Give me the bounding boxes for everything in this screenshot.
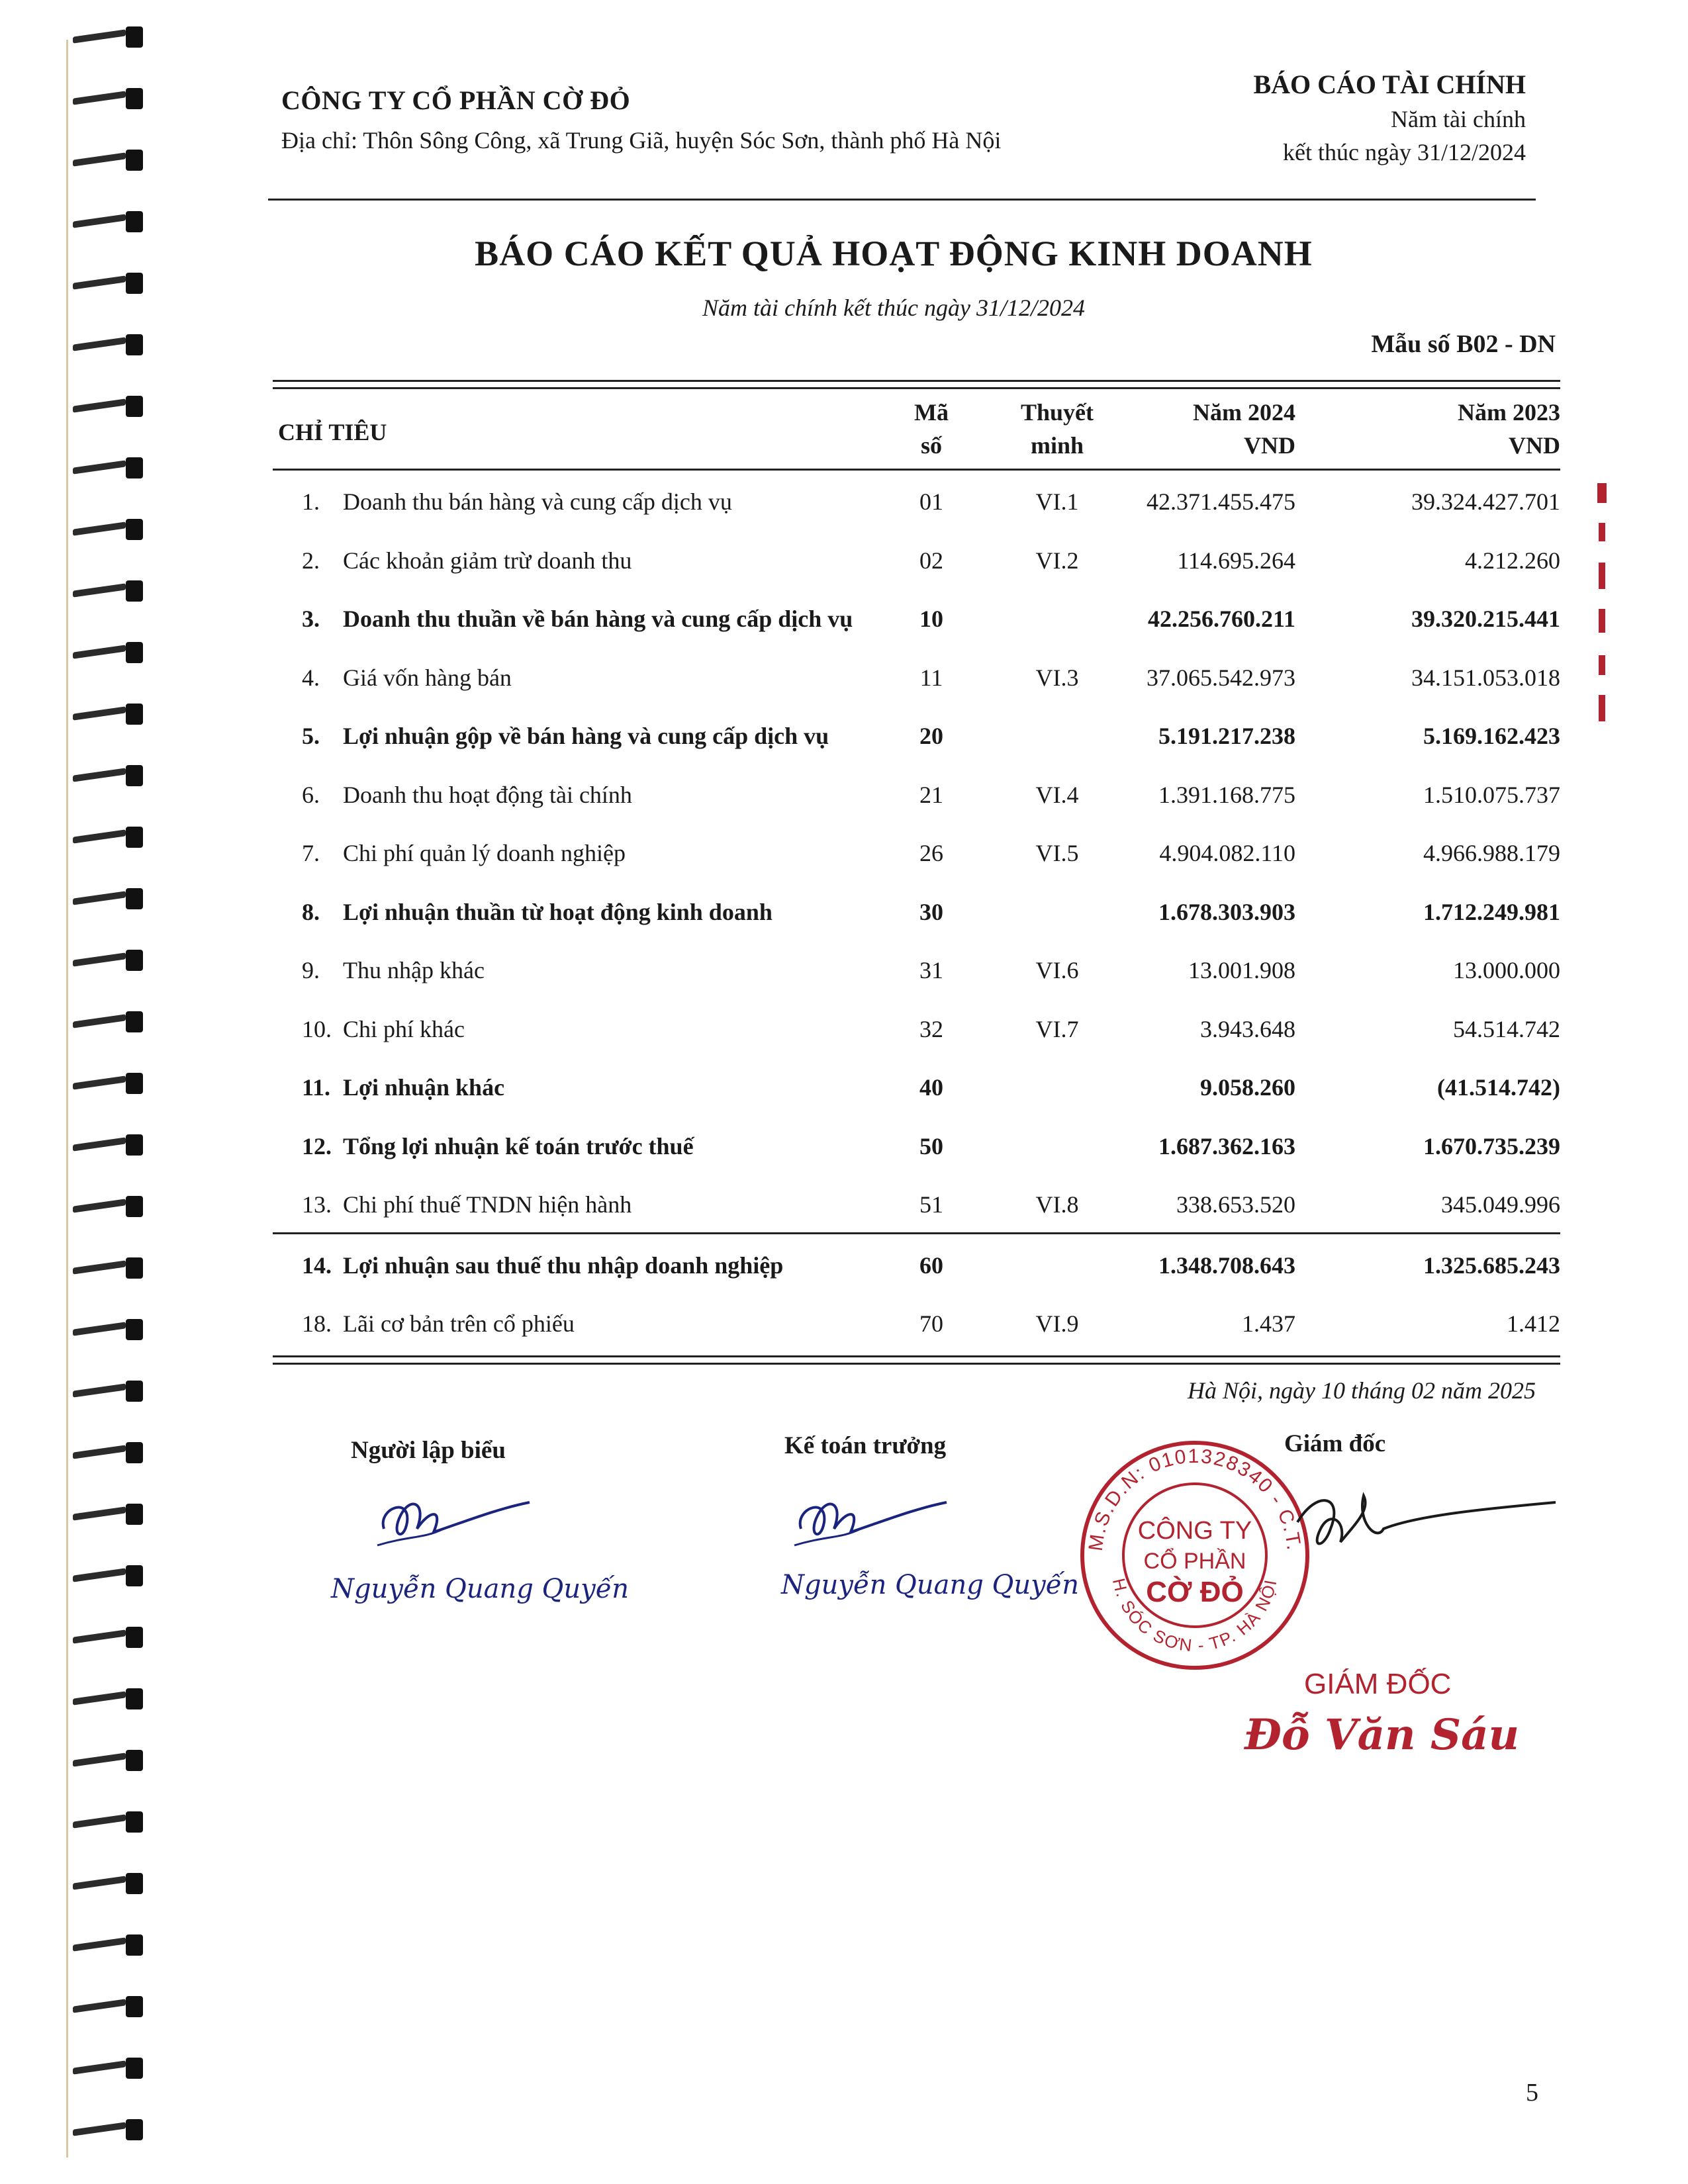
value-2024: 1.348.708.643 — [1158, 1251, 1295, 1279]
row-code: 21 — [919, 781, 943, 808]
row-code: 26 — [919, 840, 943, 866]
seal-line-2: CỔ PHẦN — [1143, 1549, 1246, 1574]
binding-ring — [73, 457, 146, 477]
row-note: VI.6 — [1035, 957, 1079, 983]
binding-ring — [73, 1504, 146, 1524]
binding-ring — [73, 580, 146, 600]
value-2023: 1.510.075.737 — [1423, 781, 1560, 808]
value-2023: 5.169.162.423 — [1423, 723, 1560, 749]
director-title: Giám đốc — [1284, 1430, 1386, 1457]
binding-ring — [73, 704, 146, 723]
binding-ring — [73, 1381, 146, 1400]
row-label: Chi phí khác — [343, 1015, 465, 1042]
row-code: 50 — [919, 1132, 943, 1160]
company-seal — [1076, 1436, 1314, 1674]
form-code: Mẫu số B02 - DN — [1371, 330, 1556, 358]
accountant-signature — [788, 1482, 960, 1555]
row-number: 14. — [302, 1251, 332, 1279]
value-2023: 39.320.215.441 — [1411, 606, 1560, 632]
value-2024: 9.058.260 — [1200, 1074, 1295, 1101]
value-2024: 5.191.217.238 — [1158, 723, 1295, 749]
header-code-2: số — [920, 432, 942, 459]
period-line-1: Năm tài chính — [1391, 106, 1526, 132]
page-number: 5 — [1526, 2079, 1538, 2107]
value-2023: 4.212.260 — [1465, 547, 1560, 574]
income-statement-table — [273, 380, 1560, 1365]
row-number: 13. — [302, 1191, 332, 1218]
page-edge — [66, 40, 68, 2158]
row-number: 8. — [302, 898, 320, 925]
binding-ring — [73, 1073, 146, 1093]
row-number: 18. — [302, 1310, 332, 1337]
row-number: 2. — [302, 547, 320, 574]
row-number: 4. — [302, 664, 320, 691]
row-number: 6. — [302, 781, 320, 808]
row-code: 10 — [919, 606, 943, 632]
table-row — [273, 1293, 1560, 1351]
binding-ring — [73, 1688, 146, 1708]
value-2024: 3.943.648 — [1200, 1015, 1295, 1042]
header-2024-2: VND — [1244, 432, 1295, 459]
value-2024: 42.371.455.475 — [1147, 488, 1295, 515]
signing-date: Hà Nội, ngày 10 tháng 02 năm 2025 — [1188, 1377, 1536, 1404]
value-2023: 39.324.427.701 — [1411, 488, 1560, 515]
binding-ring — [73, 519, 146, 539]
binding-ring — [73, 642, 146, 662]
table-row — [273, 998, 1560, 1057]
table-row — [273, 647, 1560, 705]
row-code: 40 — [919, 1074, 943, 1101]
binding-ring — [73, 1811, 146, 1831]
row-number: 5. — [302, 723, 320, 749]
row-code: 32 — [919, 1015, 943, 1042]
binding-ring — [73, 1319, 146, 1339]
header-item: CHỈ TIÊU — [278, 419, 387, 445]
binding-ring — [73, 950, 146, 970]
table-row — [273, 1173, 1560, 1232]
value-2023: 1.412 — [1507, 1310, 1560, 1337]
value-2023: 34.151.053.018 — [1411, 664, 1560, 691]
binding-ring — [73, 1196, 146, 1216]
report-title: BÁO CÁO KẾT QUẢ HOẠT ĐỘNG KINH DOANH — [475, 234, 1313, 273]
table-row — [273, 471, 1560, 529]
row-note: VI.5 — [1035, 840, 1079, 866]
table-top-rule — [273, 380, 1560, 389]
binding-ring — [73, 1257, 146, 1277]
row-code: 31 — [919, 957, 943, 983]
row-note: VI.7 — [1035, 1015, 1079, 1042]
binding-ring — [73, 765, 146, 785]
row-label: Tổng lợi nhuận kế toán trước thuế — [343, 1132, 694, 1160]
table-header — [273, 389, 1560, 469]
value-2024: 1.678.303.903 — [1158, 898, 1295, 925]
value-2023: 1.712.249.981 — [1423, 898, 1560, 925]
table-row — [273, 939, 1560, 998]
value-2024: 1.437 — [1242, 1310, 1295, 1337]
preparer-name: Nguyễn Quang Quyến — [331, 1574, 630, 1604]
binding-ring — [73, 1873, 146, 1893]
value-2023: 4.966.988.179 — [1423, 840, 1560, 866]
row-code: 11 — [919, 664, 943, 691]
binding-ring — [73, 1750, 146, 1770]
row-label: Chi phí quản lý doanh nghiệp — [343, 840, 626, 866]
header-divider — [268, 199, 1536, 201]
header-2023-2: VND — [1509, 432, 1560, 459]
row-note: VI.3 — [1035, 664, 1079, 691]
row-label: Giá vốn hàng bán — [343, 664, 512, 691]
seal-tax-code: M.S.D.N: 0101328340 - C.T. — [1084, 1445, 1305, 1553]
row-note: VI.4 — [1035, 781, 1079, 808]
spiral-binding — [0, 0, 159, 2184]
company-header — [281, 85, 1001, 154]
binding-ring — [73, 888, 146, 908]
row-code: 60 — [919, 1251, 943, 1279]
binding-ring — [73, 827, 146, 846]
row-label: Lợi nhuận thuần từ hoạt động kinh doanh — [343, 898, 773, 925]
row-code: 51 — [919, 1191, 943, 1218]
header-note-2: minh — [1030, 432, 1084, 459]
row-label: Thu nhập khác — [343, 957, 485, 983]
director-caption: GIÁM ĐỐC — [1304, 1668, 1452, 1700]
seal-location: H. SÓC SƠN - TP. HÀ NỘI — [1108, 1576, 1281, 1656]
binding-ring — [73, 1134, 146, 1154]
row-note: VI.9 — [1035, 1310, 1079, 1337]
row-code: 30 — [919, 898, 943, 925]
director-signature — [1284, 1482, 1562, 1588]
row-number: 9. — [302, 957, 320, 983]
accountant-name: Nguyễn Quang Quyến — [781, 1570, 1080, 1600]
binding-ring — [73, 1011, 146, 1031]
value-2024: 13.001.908 — [1188, 957, 1295, 983]
binding-ring — [73, 1442, 146, 1462]
row-label: Lợi nhuận khác — [343, 1074, 505, 1101]
seal-line-3: CỜ ĐỎ — [1146, 1576, 1244, 1608]
table-row — [273, 588, 1560, 647]
report-header — [1253, 69, 1526, 166]
value-2023: 13.000.000 — [1453, 957, 1560, 983]
report-label: BÁO CÁO TÀI CHÍNH — [1253, 69, 1526, 99]
binding-ring — [73, 1565, 146, 1585]
preparer-title: Người lập biểu — [351, 1437, 506, 1464]
table-row — [273, 705, 1560, 764]
table-bottom-rule — [273, 1355, 1560, 1365]
value-2024: 1.391.168.775 — [1158, 781, 1295, 808]
value-2024: 37.065.542.973 — [1147, 664, 1295, 691]
value-2023: 1.325.685.243 — [1423, 1251, 1560, 1279]
row-note: VI.1 — [1035, 488, 1079, 515]
period-line-2: kết thúc ngày 31/12/2024 — [1283, 139, 1526, 165]
company-name: CÔNG TY CỔ PHẦN CỜ ĐỎ — [281, 85, 631, 115]
row-note: VI.8 — [1035, 1191, 1079, 1218]
header-note-1: Thuyết — [1020, 399, 1094, 426]
row-number: 7. — [302, 840, 320, 866]
value-2023: 345.049.996 — [1441, 1191, 1560, 1218]
row-number: 3. — [302, 606, 320, 632]
row-note: VI.2 — [1035, 547, 1079, 574]
binding-ring — [73, 2058, 146, 2077]
table-row — [273, 529, 1560, 588]
value-2023: 1.670.735.239 — [1423, 1132, 1560, 1160]
binding-ring — [73, 1627, 146, 1647]
binding-ring — [73, 150, 146, 169]
company-address: Địa chỉ: Thôn Sông Công, xã Trung Giã, huyện Sóc Sơn, thành phố Hà Nội — [281, 127, 1002, 154]
row-label: Lãi cơ bản trên cổ phiếu — [343, 1310, 575, 1337]
row-number: 11. — [302, 1074, 331, 1101]
preparer-signature — [371, 1482, 543, 1555]
header-2023-1: Năm 2023 — [1458, 399, 1560, 426]
table-row — [273, 881, 1560, 940]
table-row — [273, 764, 1560, 823]
table-row — [273, 1234, 1560, 1293]
row-code: 20 — [919, 723, 943, 749]
binding-ring — [73, 211, 146, 231]
table-row — [273, 1056, 1560, 1115]
binding-ring — [73, 1996, 146, 2016]
accountant-title: Kế toán trưởng — [784, 1432, 947, 1459]
row-number: 1. — [302, 488, 320, 515]
value-2023: 54.514.742 — [1453, 1015, 1560, 1042]
row-label: Lợi nhuận gộp về bán hàng và cung cấp dịch vụ — [343, 723, 829, 749]
value-2024: 338.653.520 — [1176, 1191, 1295, 1218]
value-2023: (41.514.742) — [1437, 1074, 1560, 1101]
row-code: 70 — [919, 1310, 943, 1337]
value-2024: 4.904.082.110 — [1159, 840, 1295, 866]
row-label: Doanh thu bán hàng và cung cấp dịch vụ — [343, 488, 732, 515]
seal-edge-mark — [1592, 483, 1612, 735]
row-number: 12. — [302, 1132, 332, 1160]
binding-ring — [73, 396, 146, 416]
binding-ring — [73, 88, 146, 108]
value-2024: 1.687.362.163 — [1158, 1132, 1295, 1160]
binding-ring — [73, 273, 146, 293]
table-row — [273, 1115, 1560, 1174]
value-2024: 114.695.264 — [1177, 547, 1295, 574]
row-code: 01 — [919, 488, 943, 515]
row-label: Doanh thu thuần về bán hàng và cung cấp dịch vụ — [343, 606, 853, 632]
binding-ring — [73, 26, 146, 46]
report-subtitle: Năm tài chính kết thúc ngày 31/12/2024 — [702, 295, 1085, 321]
binding-ring — [73, 2119, 146, 2139]
header-2024-1: Năm 2024 — [1193, 399, 1295, 426]
row-number: 10. — [302, 1015, 332, 1042]
table-row — [273, 822, 1560, 881]
header-code-1: Mã — [914, 399, 949, 426]
director-name: Đỗ Văn Sáu — [1244, 1710, 1520, 1760]
row-code: 02 — [919, 547, 943, 574]
table-body — [273, 471, 1560, 1351]
seal-line-1: CÔNG TY — [1137, 1517, 1252, 1545]
row-label: Chi phí thuế TNDN hiện hành — [343, 1191, 632, 1218]
binding-ring — [73, 1934, 146, 1954]
value-2024: 42.256.760.211 — [1147, 606, 1295, 632]
row-label: Lợi nhuận sau thuế thu nhập doanh nghiệp — [343, 1251, 784, 1279]
row-label: Doanh thu hoạt động tài chính — [343, 781, 632, 808]
binding-ring — [73, 334, 146, 354]
row-label: Các khoản giảm trừ doanh thu — [343, 547, 632, 574]
